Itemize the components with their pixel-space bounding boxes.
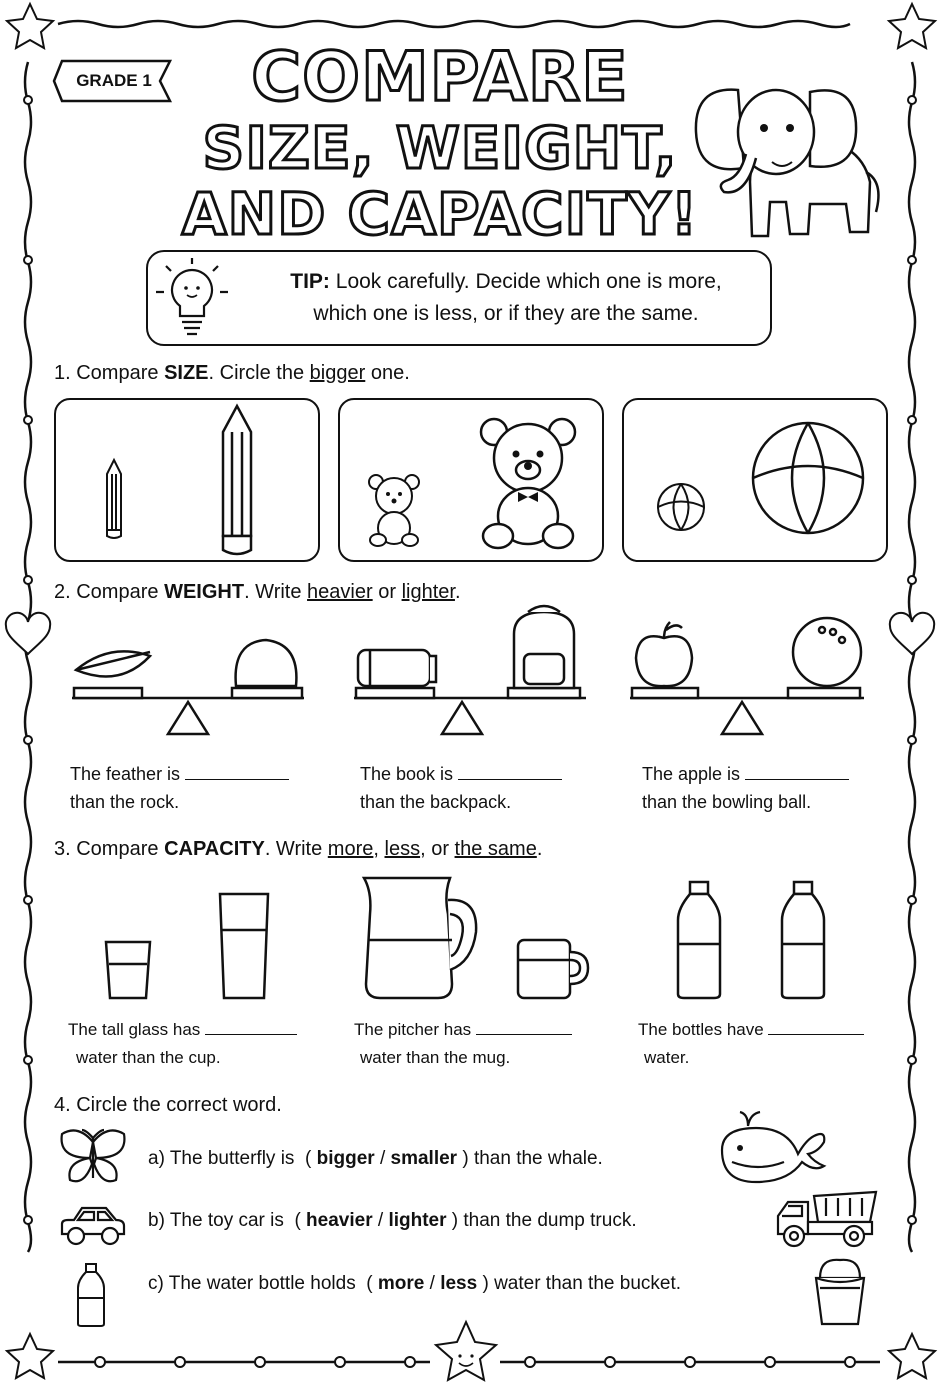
toy-car-icon [58,1204,128,1248]
elephant-icon [690,72,890,244]
butterfly-icon [58,1128,128,1188]
question-2-heading: 2. Compare WEIGHT. Write heavier or lighter. [54,581,461,603]
water-bottle-icon [778,880,828,1000]
circle-word-b: b) The toy car is ( heavier / lighter ) than the dump truck. [148,1210,637,1231]
lightbulb-icon [152,256,232,338]
circle-word-c: c) The water bottle holds ( more / less ) water than the bucket. [148,1273,682,1294]
bucket-icon [812,1262,868,1328]
apple-icon [636,636,692,686]
small-teddy-bear-icon [366,474,422,546]
title-line-3: AND CAPACITY! [181,180,699,248]
water-bottle-icon [76,1262,106,1328]
grade-badge [52,58,176,104]
capacity-sentence-3: The bottles have water. [638,1016,864,1072]
small-beach-ball-icon [656,482,706,532]
option-smaller[interactable]: smaller [390,1148,458,1169]
option-lighter[interactable]: lighter [388,1210,447,1231]
circle-word-a: a) The butterfly is ( bigger / smaller ) than the whale. [148,1148,603,1169]
size-box-balls[interactable] [622,398,888,562]
answer-blank[interactable] [185,761,289,780]
big-teddy-bear-icon [478,416,578,550]
mug-icon [516,938,590,1000]
option-heavier[interactable]: heavier [306,1210,373,1231]
answer-blank[interactable] [745,761,849,780]
water-bottle-icon [674,880,724,1000]
size-box-bears[interactable] [338,398,604,562]
tall-glass-icon [218,892,270,1000]
question-1-heading: 1. Compare SIZE. Circle the bigger one. [54,362,410,384]
answer-blank[interactable] [458,761,562,780]
grade-label: GRADE 1 [76,71,152,90]
question-3-heading: 3. Compare CAPACITY. Write more, less, or the same. [54,838,543,860]
small-pencil-icon [104,460,124,540]
short-cup-icon [104,940,152,1000]
tip-text: TIP: Look carefully. Decide which one is more, which one is less, or if they are the same. [290,270,722,325]
title-line-1: COMPARE [251,38,629,117]
answer-blank[interactable] [476,1016,572,1035]
big-pencil-icon [220,406,254,558]
option-bigger[interactable]: bigger [316,1148,375,1169]
rock-icon [236,640,297,686]
answer-blank[interactable] [205,1016,297,1035]
capacity-sentence-1: The tall glass has water than the cup. [68,1016,297,1072]
capacity-sentence-2: The pitcher has water than the mug. [354,1016,572,1072]
answer-blank[interactable] [768,1016,864,1035]
weight-sentence-3: The apple is than the bowling ball. [642,760,849,816]
balance-scale-feather-rock [70,622,306,738]
pitcher-icon [360,874,482,1000]
option-less[interactable]: less [440,1273,478,1294]
weight-sentence-1: The feather is than the rock. [70,760,289,816]
weight-sentence-2: The book is than the backpack. [360,760,562,816]
whale-icon [718,1110,830,1186]
title-line-2: SIZE, WEIGHT, [202,114,678,182]
question-4-heading: 4. Circle the correct word. [54,1094,282,1116]
big-beach-ball-icon [750,420,866,536]
balance-scale-book-backpack [352,606,588,738]
dump-truck-icon [774,1188,880,1250]
bowling-ball-icon [793,618,861,686]
option-more[interactable]: more [377,1273,425,1294]
balance-scale-apple-bowling-ball [628,616,866,738]
size-box-pencils[interactable] [54,398,320,562]
